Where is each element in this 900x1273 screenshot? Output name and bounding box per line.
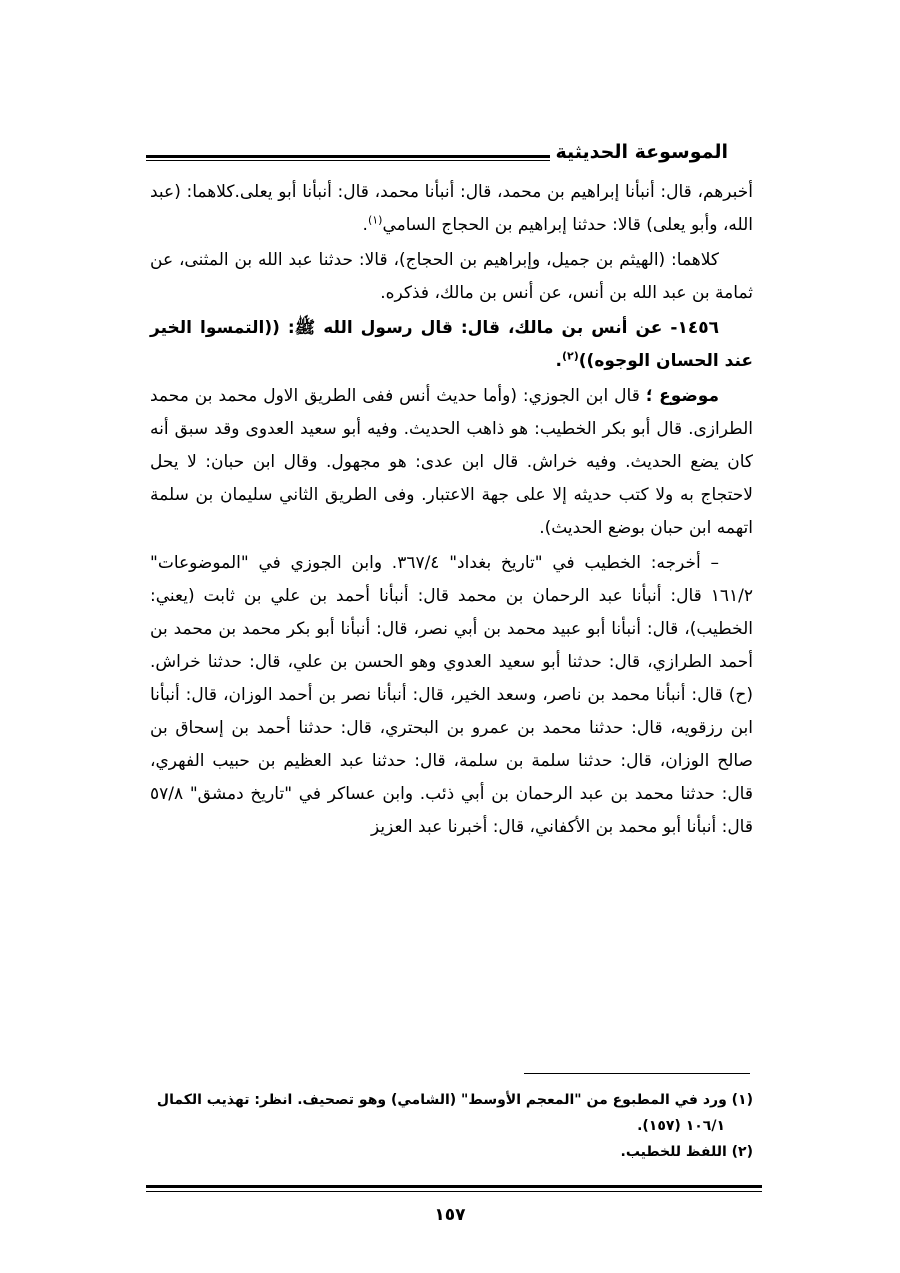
- footer-rule: [146, 1185, 762, 1188]
- takhrij-paragraph: – أخرجه: الخطيب في "تاريخ بغداد" ٣٦٧/٤. وابن الجوزي في "الموضوعات" ١٦١/٢ قال: أنبأنا عبد الرحمان بن محمد قال: أنبأنا أحمد بن علي بن ثابت (يعني: الخطيب)، قال: أنبأنا أبو عبيد محمد بن أبي نصر، قال: أنبأنا أبو بكر محمد بن محمد بن أحمد الطرازي، قال: حدثنا أبو سعيد العدوي وهو الحسن بن علي، قال: حدثنا خراش. (ح) قال: أنبأنا محمد بن ناصر، وسعد الخير، قال: أنبأنا نصر بن أحمد الوزان، قال: أنبأنا ابن رزقويه، قال: حدثنا محمد بن عمرو بن البحتري، قال: حدثنا أحمد بن إسحاق بن صالح الوزان، قال: حدثنا سلمة بن سلمة، قال: حدثنا عبد العظيم بن حبيب الفهري، قال: حدثنا محمد بن عبد الرحمان بن أبي ذئب. وابن عساكر في "تاريخ دمشق" ٥٧/٨ قال: أنبأنا أبو محمد بن الأكفاني، قال: أخبرنا عبد العزيز: [150, 553, 753, 837]
- verdict-paragraph: [150, 380, 753, 545]
- hadith-text: عن أنس بن مالك، قال: قال رسول الله ﷺ: ((التمسوا الخير عند الحسان الوجوه)): [150, 318, 753, 371]
- page-number: ١٥٧: [434, 1205, 466, 1225]
- footer-rule-thin: [146, 1191, 762, 1192]
- verdict-label: موضوع ؛: [645, 386, 719, 406]
- hadith-paragraph: ١٤٥٦- عن أنس بن مالك، قال: قال رسول الله ﷺ: ((التمسوا الخير عند الحسان الوجوه))$^{(٢)}$.: [150, 318, 753, 371]
- paragraph-isnad-1: أخبرهم، قال: أنبأنا إبراهيم بن محمد، قال: أنبأنا محمد، قال: أنبأنا أبو يعلى.كلاهما: (عبد الله، وأبو يعلى) قالا: حدثنا إبراهيم بن الحجاج السامي$^{(١)}$.: [150, 182, 753, 235]
- running-header: [146, 138, 762, 168]
- hadith-number: ١٤٥٦-: [670, 318, 719, 338]
- footnote-1-continuation: ١٠٦/١ (١٥٧).: [637, 1118, 725, 1134]
- header-title: الموسوعة الحديثية: [550, 140, 735, 164]
- verdict-text: قال ابن الجوزي: (وأما حديث أنس ففى الطريق الاول محمد بن محمد الطرازى. قال أبو بكر الخطيب: هو ذاهب الحديث. وفيه أبو سعيد العدوى وقد سبق أنه كان يضع الحديث. وفيه خراش. قال ابن عدى: هو مجهول. وقال ابن حبان: لا يحل لاحتجاج به ولا كتب حديثه إلا على جهة الاعتبار. وفى الطريق الثاني سليمان بن سلمة اتهمه ابن حبان بوضع الحديث).: [150, 386, 753, 538]
- main-text: [150, 176, 753, 844]
- paragraph-isnad-2: كلاهما: (الهيثم بن جميل، وإبراهيم بن الحجاج)، قالا: حدثنا عبد الله بن المثنى، عن ثمامة بن عبد الله بن أنس، عن أنس بن مالك، فذكره.: [150, 250, 753, 303]
- footnote-ref-2: (٢): [562, 349, 579, 363]
- footnote-separator: [524, 1073, 750, 1074]
- footnote-ref-1: (١): [367, 213, 383, 227]
- footnote-2: (٢) اللفظ للخطيب.: [620, 1144, 753, 1160]
- footnote-1: (١) ورد في المطبوع من "المعجم الأوسط" (الشامي) وهو تصحيف. انظر: تهذيب الكمال: [156, 1092, 753, 1108]
- footnotes: [150, 1087, 753, 1165]
